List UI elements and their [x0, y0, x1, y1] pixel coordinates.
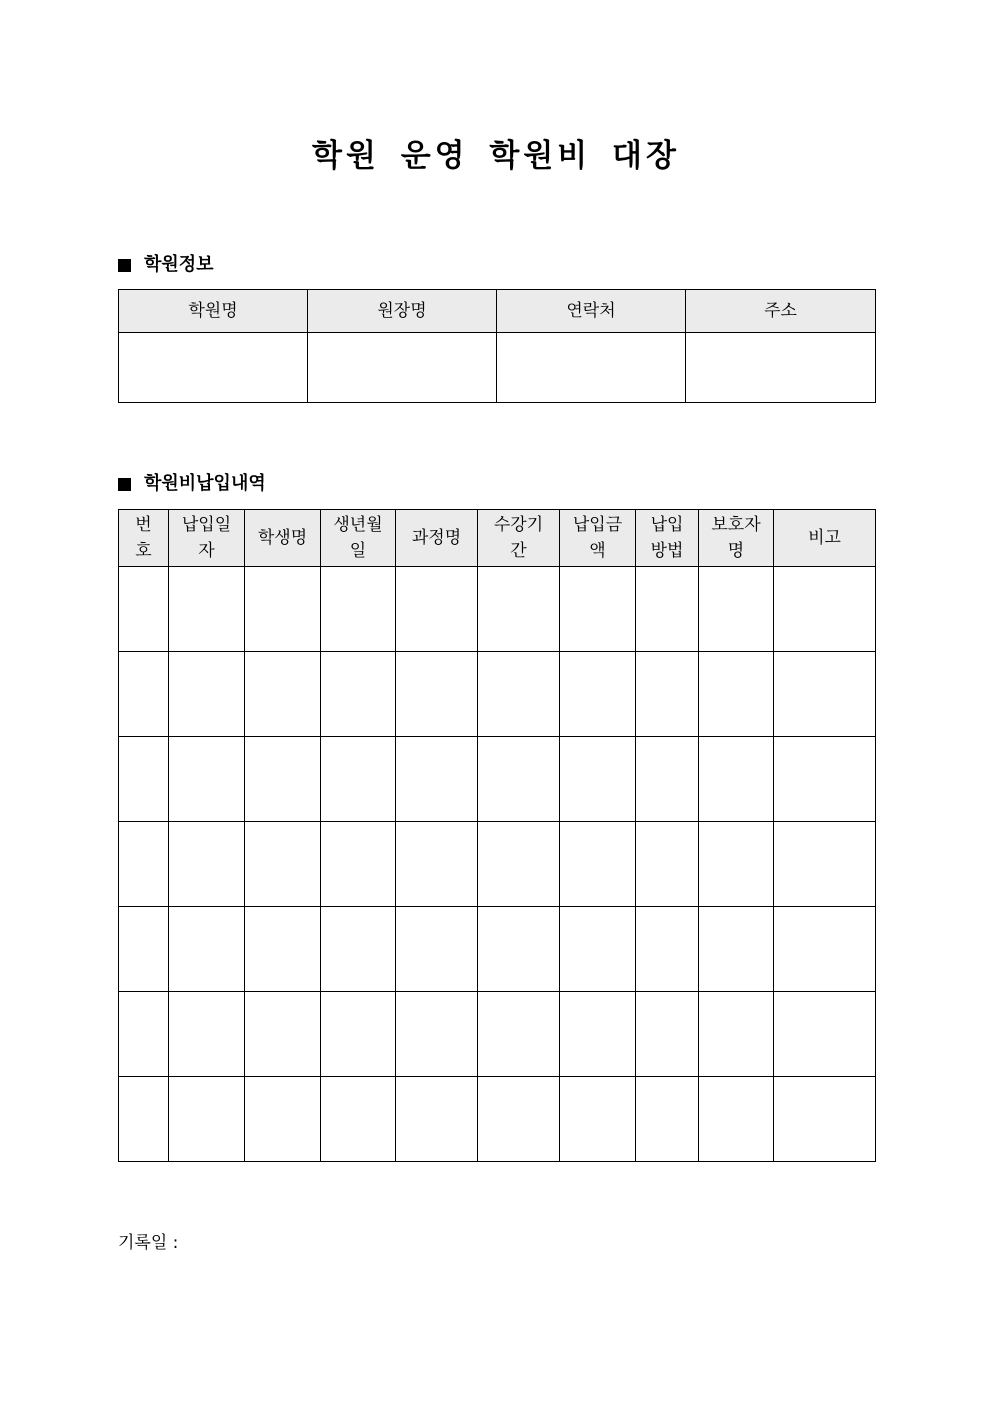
student-name-cell[interactable] [245, 992, 321, 1077]
number-cell[interactable] [119, 992, 169, 1077]
academy-info-table [118, 289, 876, 403]
payment-method-cell[interactable] [636, 907, 699, 992]
number-cell[interactable] [119, 1077, 169, 1162]
guardian-name-cell[interactable] [699, 1077, 774, 1162]
header-label-line: 일 [349, 541, 367, 561]
course-name-cell[interactable] [396, 652, 478, 737]
guardian-name-cell[interactable] [699, 652, 774, 737]
table-row [119, 822, 876, 907]
remarks-cell[interactable] [774, 567, 876, 652]
course-period-cell[interactable] [478, 737, 560, 822]
header-label-line: 비고 [808, 528, 841, 548]
payment-date-cell[interactable] [169, 567, 245, 652]
course-name-cell[interactable] [396, 567, 478, 652]
payment-date-cell[interactable] [169, 992, 245, 1077]
payment-date-cell[interactable] [169, 1077, 245, 1162]
header-course-name [396, 510, 478, 567]
table-header-row [119, 290, 876, 333]
payment-method-cell[interactable] [636, 652, 699, 737]
course-period-cell[interactable] [478, 822, 560, 907]
header-label-line: 간 [510, 541, 527, 561]
header-birth-date [321, 510, 396, 567]
student-name-cell[interactable] [245, 1077, 321, 1162]
guardian-name-cell[interactable] [699, 567, 774, 652]
remarks-cell[interactable] [774, 907, 876, 992]
payment-date-cell[interactable] [169, 737, 245, 822]
payment-date-cell[interactable] [169, 822, 245, 907]
table-row [119, 907, 876, 992]
academy-name-cell[interactable] [119, 333, 308, 403]
section-heading-academy-info [118, 253, 214, 277]
guardian-name-cell[interactable] [699, 737, 774, 822]
header-address: 주소 [686, 290, 876, 333]
student-name-cell[interactable] [245, 737, 321, 822]
header-payment-amount [560, 510, 636, 567]
student-name-cell[interactable] [245, 822, 321, 907]
student-name-cell[interactable] [245, 652, 321, 737]
payment-amount-cell[interactable] [560, 992, 636, 1077]
number-cell[interactable] [119, 567, 169, 652]
course-name-cell[interactable] [396, 737, 478, 822]
birth-date-cell[interactable] [321, 822, 396, 907]
course-name-cell[interactable] [396, 907, 478, 992]
header-label-line: 과정명 [411, 528, 462, 548]
payment-amount-cell[interactable] [560, 1077, 636, 1162]
square-bullet-icon [118, 478, 131, 491]
header-student-name [245, 510, 321, 567]
payment-method-cell[interactable] [636, 822, 699, 907]
student-name-cell[interactable] [245, 567, 321, 652]
director-name-cell[interactable] [308, 333, 497, 403]
student-name-cell[interactable] [245, 907, 321, 992]
header-payment-method [636, 510, 699, 567]
number-cell[interactable] [119, 737, 169, 822]
record-date-label: 기록일 : [118, 1233, 179, 1253]
course-name-cell[interactable] [396, 822, 478, 907]
payment-amount-cell[interactable] [560, 737, 636, 822]
guardian-name-cell[interactable] [699, 907, 774, 992]
course-period-cell[interactable] [478, 992, 560, 1077]
header-guardian-name [699, 510, 774, 567]
header-label-line: 납입 [650, 515, 684, 535]
square-bullet-icon [118, 259, 131, 272]
guardian-name-cell[interactable] [699, 822, 774, 907]
contact-cell[interactable] [497, 333, 686, 403]
header-course-period [478, 510, 560, 567]
payment-method-cell[interactable] [636, 567, 699, 652]
header-label-line: 번 [135, 515, 152, 535]
payment-method-cell[interactable] [636, 992, 699, 1077]
table-header-row [119, 510, 876, 567]
number-cell[interactable] [119, 652, 169, 737]
table-row [119, 1077, 876, 1162]
header-label-line: 액 [589, 541, 606, 561]
header-label-line: 보호자 [711, 515, 761, 535]
header-label-line: 자 [198, 541, 215, 561]
header-label-line: 납입일 [181, 515, 232, 535]
address-cell[interactable] [686, 333, 876, 403]
number-cell[interactable] [119, 907, 169, 992]
birth-date-cell[interactable] [321, 992, 396, 1077]
birth-date-cell[interactable] [321, 1077, 396, 1162]
payment-amount-cell[interactable] [560, 822, 636, 907]
birth-date-cell[interactable] [321, 567, 396, 652]
page-title: 학원 운영 학원비 대장 [312, 138, 680, 174]
section-heading-label: 학원정보 [144, 254, 214, 275]
header-number [119, 510, 169, 567]
payment-date-cell[interactable] [169, 907, 245, 992]
header-label-line: 납입금 [572, 515, 623, 535]
section-heading-payment-history [118, 472, 266, 496]
header-label-line: 호 [135, 541, 152, 561]
payment-amount-cell[interactable] [560, 652, 636, 737]
course-period-cell[interactable] [478, 907, 560, 992]
section-heading-label: 학원비납입내역 [144, 473, 266, 494]
remarks-cell[interactable] [774, 992, 876, 1077]
number-cell[interactable] [119, 822, 169, 907]
payment-amount-cell[interactable] [560, 907, 636, 992]
header-label-line: 명 [727, 541, 745, 561]
header-academy-name: 학원명 [119, 290, 308, 333]
payment-date-cell[interactable] [169, 652, 245, 737]
course-name-cell[interactable] [396, 1077, 478, 1162]
header-label-line: 생년월 [333, 515, 383, 535]
payment-method-cell[interactable] [636, 1077, 699, 1162]
birth-date-cell[interactable] [321, 652, 396, 737]
table-row [119, 333, 876, 403]
header-remarks [774, 510, 876, 567]
table-row [119, 992, 876, 1077]
remarks-cell[interactable] [774, 652, 876, 737]
table-row [119, 737, 876, 822]
payment-history-table [118, 509, 876, 1162]
header-label-line: 방법 [650, 541, 684, 561]
course-period-cell[interactable] [478, 567, 560, 652]
remarks-cell[interactable] [774, 822, 876, 907]
guardian-name-cell[interactable] [699, 992, 774, 1077]
payment-amount-cell[interactable] [560, 567, 636, 652]
course-period-cell[interactable] [478, 652, 560, 737]
course-period-cell[interactable] [478, 1077, 560, 1162]
table-row [119, 567, 876, 652]
course-name-cell[interactable] [396, 992, 478, 1077]
header-director-name: 원장명 [308, 290, 497, 333]
header-contact: 연락처 [497, 290, 686, 333]
header-label-line: 수강기 [493, 515, 544, 535]
remarks-cell[interactable] [774, 1077, 876, 1162]
remarks-cell[interactable] [774, 737, 876, 822]
birth-date-cell[interactable] [321, 737, 396, 822]
header-payment-date [169, 510, 245, 567]
table-row [119, 652, 876, 737]
header-label-line: 학생명 [257, 528, 308, 548]
payment-method-cell[interactable] [636, 737, 699, 822]
birth-date-cell[interactable] [321, 907, 396, 992]
